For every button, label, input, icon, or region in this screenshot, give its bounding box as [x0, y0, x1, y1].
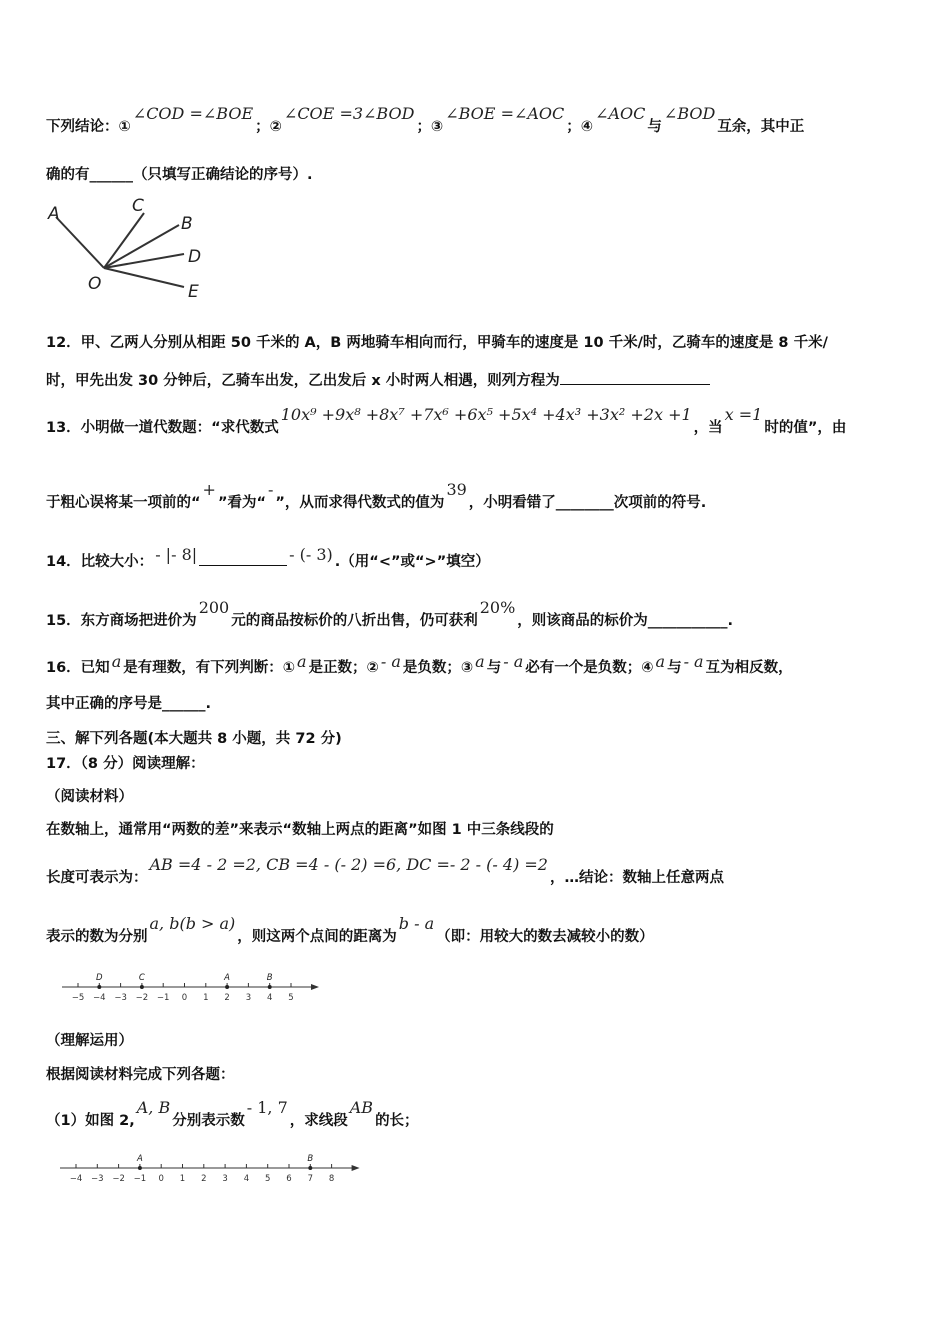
q16-t3: 是负数；③	[402, 660, 474, 676]
tick-label: −3	[114, 993, 127, 1003]
q15-line	[46, 598, 908, 631]
q15-prefix: 15．东方商场把进价为	[46, 613, 197, 629]
tick-label: −3	[91, 1174, 104, 1184]
q13-line2	[46, 480, 908, 513]
number-line-figure-2	[58, 1148, 363, 1188]
ray-oc	[104, 213, 144, 268]
label-d: D	[188, 247, 202, 267]
q17-values: - 1, 7	[246, 1098, 288, 1117]
q14-left-expr: - |- 8|	[155, 545, 198, 564]
q13-l2a: 于粗心误将某一项前的“	[46, 495, 201, 511]
q11-sep1: ；②	[255, 119, 282, 135]
q11-rays	[56, 213, 184, 287]
q12-answer-blank	[560, 370, 710, 385]
point-dot	[97, 985, 101, 989]
q16-t2: 是正数；②	[308, 660, 379, 676]
q13-plus-sign: +	[202, 480, 216, 499]
q16-a-4: a	[655, 652, 666, 671]
q17-p3c: （即：用较大的数去减较小的数）	[436, 929, 654, 945]
label-o: O	[88, 274, 102, 294]
q13-prefix: 13．小明做一道代数题：“求代数式	[46, 420, 279, 436]
q11-conclusion-4b: ∠BOD	[663, 104, 716, 123]
tick-label: −4	[69, 1174, 83, 1184]
q16-a-3: a	[475, 652, 485, 671]
q13-l2b: ”看为“	[217, 495, 266, 511]
q11-yu: 与	[647, 119, 662, 135]
label-c: C	[132, 196, 144, 216]
tick-label: −2	[135, 993, 149, 1003]
q16-t6: 与	[667, 660, 682, 676]
point-label: C	[138, 973, 145, 983]
q16-a-1: a	[111, 652, 122, 671]
q13-l2d: ，小明看错了________次项前的符号.	[468, 495, 707, 511]
q13-condition: x =1	[724, 405, 763, 424]
q13-minus-sign: -	[268, 480, 274, 499]
tick-label: 3	[245, 993, 252, 1003]
q16-t1: 是有理数，有下列判断：①	[123, 660, 296, 676]
tick-label: −1	[156, 993, 170, 1003]
q17-title: 17．（8 分）阅读理解：	[46, 756, 205, 772]
tick-label: 6	[286, 1174, 292, 1184]
section-3-heading: 三、解下列各题(本大题共 8 小题，共 72 分)	[46, 731, 342, 747]
tick-label: 0	[181, 993, 188, 1003]
q15-price: 200	[198, 598, 230, 617]
q14-line	[46, 545, 908, 572]
tick-label: 1	[179, 1174, 186, 1184]
q16-neg-a-3: - a	[683, 652, 704, 671]
q13-mid: ，当	[693, 420, 723, 436]
q14-answer-blank	[199, 551, 287, 566]
q17-p3a: 表示的数为分别	[46, 929, 148, 945]
q17-reading-heading: （阅读材料）	[46, 789, 133, 805]
point-dot	[138, 1166, 142, 1170]
q17-p2b: ，…结论：数轴上任意两点	[549, 870, 724, 886]
tick-label: −1	[133, 1174, 147, 1184]
label-a: A	[48, 204, 60, 224]
q17-paragraph-4: 根据阅读材料完成下列各题：	[46, 1067, 235, 1083]
point-label: A	[136, 1154, 143, 1164]
q16-a-2: a	[297, 652, 307, 671]
q13-line1	[46, 405, 908, 438]
label-b: B	[181, 214, 193, 234]
q12-line1: 12．甲、乙两人分别从相距 50 千米的 A，B 两地骑车相向而行，甲骑车的速度是 10 千米/时，乙骑车的速度是 8 千米/	[46, 335, 828, 351]
tick-label: 1	[203, 993, 209, 1003]
tick-label: 5	[288, 993, 294, 1003]
point-label: A	[224, 973, 231, 983]
axis-arrow	[352, 1165, 360, 1171]
q17-apply-heading: （理解运用）	[46, 1033, 133, 1049]
point-label: D	[96, 973, 103, 983]
point-label: B	[266, 973, 273, 983]
q11-angle-figure	[44, 195, 224, 305]
tick-label: −2	[112, 1174, 125, 1184]
q12-line2	[46, 370, 908, 391]
q16-t5: 必有一个是负数；④	[525, 660, 654, 676]
ray-oe	[104, 268, 184, 287]
q14-prefix: 14．比较大小：	[46, 554, 154, 570]
q14-right-expr: - (- 3)	[289, 545, 333, 564]
tick-label: 7	[307, 1174, 314, 1184]
tick-label: 2	[224, 993, 230, 1003]
q11-conclusion-4a: ∠AOC	[595, 104, 646, 123]
q15-mid: 元的商品按标价的八折出售，仍可获利	[231, 613, 478, 629]
tick-label: 4	[266, 993, 273, 1003]
q17-p5c: ，求线段	[289, 1113, 348, 1129]
q17-p3b: ，则这两个点间的距离为	[237, 929, 397, 945]
q16-t7: 互为相反数，	[705, 660, 793, 676]
q15-percent: 20%	[479, 598, 516, 617]
q13-suffix: 时的值”，由	[764, 420, 847, 436]
q13-value: 39	[446, 480, 467, 499]
q14-suffix: .（用“<”或“>”填空）	[334, 554, 490, 570]
tick-label: 3	[222, 1174, 228, 1184]
tick-label: −5	[71, 993, 85, 1003]
q11-sep3: ；④	[566, 119, 594, 135]
q11-prefix: 下列结论：①	[46, 119, 131, 135]
tick-label: 8	[328, 1174, 335, 1184]
label-e: E	[188, 282, 199, 302]
q17-diff-expr: b - a	[398, 914, 435, 933]
point-dot	[225, 985, 229, 989]
tick-label: 5	[264, 1174, 271, 1184]
tick-label: −4	[93, 993, 106, 1003]
q16-line1	[46, 652, 908, 678]
q11-sep2: ；③	[416, 119, 444, 135]
q11-suffix: 互余，其中正	[717, 119, 805, 135]
q16-prefix: 16．已知	[46, 660, 110, 676]
q17-paragraph-3	[46, 914, 908, 947]
ray-oa	[56, 217, 104, 268]
q16-t4: 与	[486, 660, 502, 676]
q17-part-1	[46, 1098, 908, 1131]
tick-label: 4	[243, 1174, 250, 1184]
q16-line2: 其中正确的序号是______.	[46, 696, 212, 712]
q16-neg-a-2: - a	[503, 652, 524, 671]
point-dot	[268, 985, 272, 989]
q16-neg-a-1: - a	[380, 652, 401, 671]
q11-conclusion-1: ∠COD =∠BOE	[132, 104, 254, 123]
q13-polynomial: 10x⁹ +9x⁸ +8x⁷ +7x⁶ +6x⁵ +5x⁴ +4x³ +3x² +2x +1	[280, 405, 692, 424]
q17-ab-expr: a, b(b > a)	[149, 914, 236, 933]
q17-paragraph-2	[46, 855, 908, 888]
point-dot	[308, 1166, 312, 1170]
q17-p5b: 分别表示数	[172, 1113, 245, 1129]
q13-l2c: ”，从而求得代数式的值为	[275, 495, 445, 511]
q12-line2-text: 时，甲先出发 30 分钟后，乙骑车出发，乙出发后 x 小时两人相遇，则列方程为	[46, 373, 560, 389]
q17-points-ab: A, B	[136, 1098, 171, 1117]
q17-p2a: 长度可表示为：	[46, 870, 148, 886]
q17-p5d: 的长；	[375, 1113, 419, 1129]
axis-arrow	[311, 984, 319, 990]
q11-line1	[46, 104, 908, 137]
q17-distance-formula: AB =4 - 2 =2, CB =4 - (- 2) =6, DC =- 2 - (- 4) =2	[149, 855, 548, 874]
q11-conclusion-3: ∠BOE =∠AOC	[445, 104, 565, 123]
point-label: B	[307, 1154, 314, 1164]
q11-conclusion-2: ∠COE =3∠BOD	[283, 104, 415, 123]
q17-paragraph-1: 在数轴上，通常用“两数的差”来表示“数轴上两点的距离”如图 1 中三条线段的	[46, 822, 554, 838]
q15-suffix: ，则该商品的标价为___________.	[517, 613, 734, 629]
tick-label: 0	[158, 1174, 164, 1184]
q11-line2: 确的有______（只填写正确结论的序号）.	[46, 167, 313, 183]
number-line-figure-1	[60, 967, 320, 1007]
tick-label: 2	[201, 1174, 207, 1184]
q17-p5a: （1）如图 2,	[46, 1113, 135, 1129]
q17-segment-ab: AB	[349, 1098, 374, 1117]
point-dot	[140, 985, 144, 989]
